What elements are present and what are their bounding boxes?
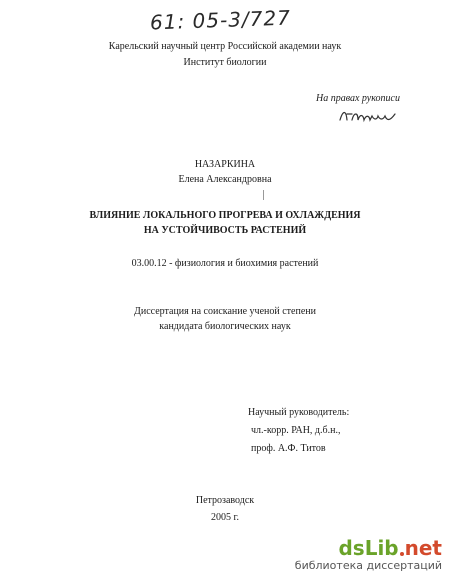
organization-name: Карельский научный центр Российской академии наук [108, 41, 342, 52]
author-full-name: Елена Александровна [178, 174, 272, 185]
watermark-brand-part1: dsLib [338, 536, 399, 560]
watermark-brand-part2: net [404, 536, 442, 560]
degree-line2: кандидата биологических наук [159, 321, 291, 332]
specialty-code: 03.00.12 - физиология и биохимия растений [131, 258, 319, 269]
handwritten-catalog-number: 61: 05-3/727 [149, 5, 292, 35]
watermark-brand [295, 537, 442, 559]
watermark-dot [400, 552, 404, 556]
institute-name: Институт биологии [183, 57, 267, 68]
handwritten-signature [338, 104, 398, 128]
year: 2005 г. [211, 512, 239, 523]
manuscript-rights-label: На правах рукописи [316, 93, 400, 104]
author-surname: НАЗАРКИНА [194, 159, 256, 170]
thesis-title-line2: НА УСТОЙЧИВОСТЬ РАСТЕНИЙ [143, 225, 307, 236]
supervisor-title: чл.-корр. РАН, д.б.н., [251, 425, 341, 436]
watermark-subtitle: библиотека диссертаций [294, 559, 442, 572]
degree-line1: Диссертация на соискание ученой степени [134, 306, 316, 317]
supervisor-name: проф. А.Ф. Титов [251, 443, 326, 454]
dslib-watermark-logo [295, 537, 442, 572]
city-name: Петрозаводск [195, 495, 255, 506]
thesis-title-line1: ВЛИЯНИЕ ЛОКАЛЬНОГО ПРОГРЕВА И ОХЛАЖДЕНИЯ [89, 210, 361, 221]
scan-mark [263, 190, 264, 200]
supervisor-label: Научный руководитель: [248, 407, 350, 418]
